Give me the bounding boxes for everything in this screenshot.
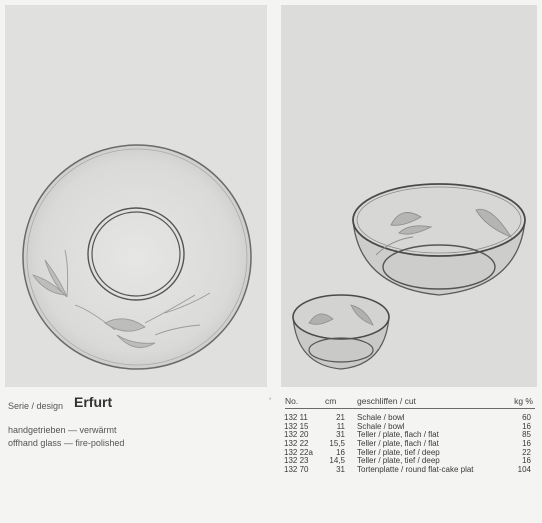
row-size: 21 <box>336 413 345 422</box>
row-weight: 60 <box>522 413 531 422</box>
row-size: 15,5 <box>329 439 345 449</box>
row-description: Teller / plate, tief / deep <box>357 456 440 466</box>
row-weight: 104 <box>517 465 531 475</box>
header-cut: geschliffen / cut <box>357 396 416 406</box>
plate-photo <box>5 5 267 387</box>
row-number: 132 15 <box>284 421 309 431</box>
row-description: Tortenplatte / round flat-cake plat <box>357 465 474 475</box>
header-no: No. <box>285 396 299 406</box>
row-size: 31 <box>336 465 345 475</box>
product-caption <box>8 394 125 448</box>
series-name: Erfurt <box>74 394 113 410</box>
small-bowl <box>293 295 389 369</box>
row-description: Teller / plate, tief / deep <box>357 447 440 457</box>
series-label: Serie / design <box>8 401 64 411</box>
row-weight: 16 <box>522 439 531 449</box>
row-weight: 16 <box>522 421 531 431</box>
table-rows <box>285 414 535 475</box>
description-english: offhand glass — fire-polished <box>8 438 125 448</box>
description-german: handgetrieben — verwärmt <box>8 425 117 435</box>
row-weight: 16 <box>522 456 531 466</box>
row-weight: 22 <box>522 447 531 457</box>
plate-outer-rim <box>23 145 251 369</box>
table-row <box>285 414 535 423</box>
table-row <box>285 466 535 475</box>
header-kg: kg % <box>514 396 533 406</box>
header-cm: cm <box>325 396 337 406</box>
row-number: 132 22a <box>284 447 313 457</box>
header-rule <box>285 408 535 409</box>
bowls-photo <box>281 5 537 387</box>
row-number: 132 11 <box>284 413 308 422</box>
row-number: 132 22 <box>284 439 309 449</box>
row-description: Schale / bowl <box>357 413 405 422</box>
table-header <box>285 394 535 408</box>
row-description: Teller / plate, flach / flat <box>357 430 439 440</box>
row-number: 132 20 <box>284 430 309 440</box>
specification-table <box>284 394 535 475</box>
row-size: 31 <box>336 430 345 440</box>
row-weight: 85 <box>522 430 531 440</box>
series-line <box>8 394 113 413</box>
bowls-illustration <box>281 5 537 387</box>
row-description: Teller / plate, flach / flat <box>357 439 439 449</box>
gutter-mark: ° <box>269 398 272 404</box>
row-size: 14,5 <box>329 456 345 466</box>
plate-illustration <box>5 5 267 387</box>
row-size: 11 <box>336 421 345 431</box>
row-description: Schale / bowl <box>357 421 405 431</box>
row-size: 16 <box>336 447 345 457</box>
row-number: 132 70 <box>284 465 309 475</box>
large-bowl <box>353 184 525 295</box>
row-number: 132 23 <box>284 456 309 466</box>
